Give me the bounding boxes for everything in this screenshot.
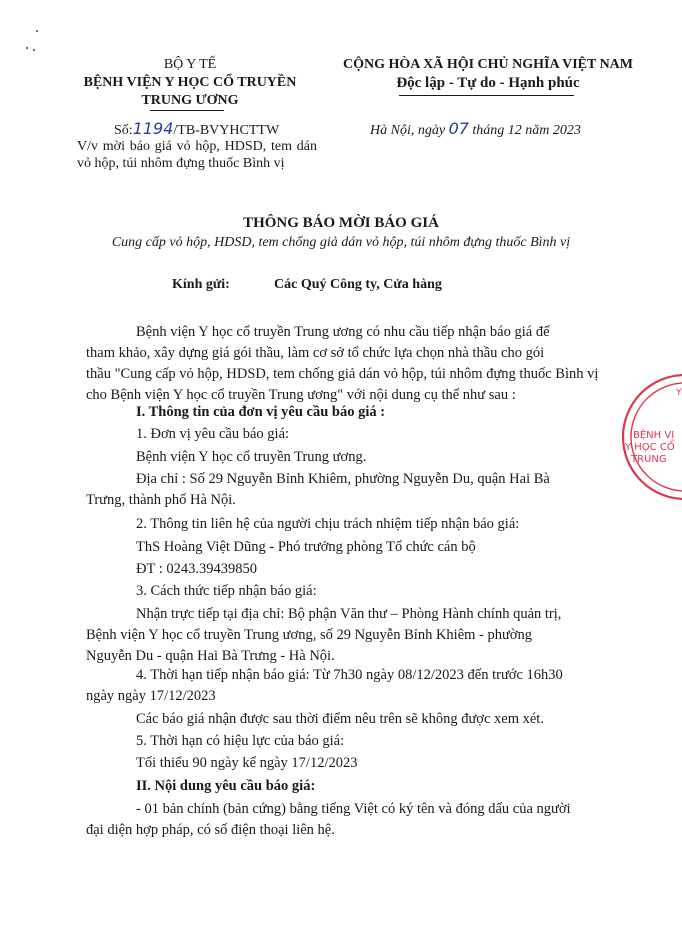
doc-number-handwritten: 1194 [132, 119, 174, 138]
stamp-text [625, 430, 675, 466]
item2-title: 2. Thông tin liên hệ của người chịu trách nhiệm tiếp nhận báo giá: [136, 516, 520, 532]
stamp-text-line: TRUNG [631, 454, 667, 465]
section2-content [86, 799, 606, 841]
date-suffix: tháng 12 năm 2023 [472, 123, 581, 138]
recipient-label: Kính gửi: [172, 277, 230, 292]
intro-line: thầu "Cung cấp vỏ hộp, HDSD, tem chống giả dán vỏ hộp, túi nhôm đựng thuốc Bình vị [86, 366, 599, 382]
stamp-text-top: Y [676, 388, 682, 398]
subject-line2: vỏ hộp, túi nhôm đựng thuốc Bình vị [77, 156, 285, 171]
national-title: CỘNG HÒA XÃ HỘI CHỦ NGHĨA VIỆT NAM [342, 57, 633, 72]
intro-line: cho Bệnh viện Y học cổ truyền Trung ương" với nội dung cụ thể như sau : [86, 387, 516, 403]
item4-deadline [86, 665, 606, 707]
stamp-text-line: Y HỌC CỔ [625, 442, 675, 453]
scan-speck [36, 30, 38, 32]
section2-line: đại diện hợp pháp, có số điện thoại liên hệ. [86, 822, 335, 838]
document-number [114, 119, 279, 139]
doc-number-prefix: Số: [114, 123, 133, 138]
address-line: Địa chỉ : Số 29 Nguyễn Bỉnh Khiêm, phường Nguyễn Du, quận Hai Bà [136, 471, 550, 487]
motto-underline [399, 95, 574, 96]
deadline-line: ngày ngày 17/12/2023 [86, 688, 216, 704]
item1-name: Bệnh viện Y học cổ truyền Trung ương. [136, 449, 367, 465]
header-right [318, 56, 658, 92]
deadline-line: 4. Thời hạn tiếp nhận báo giá: Từ 7h30 ngày 08/12/2023 đến trước 16h30 [136, 667, 563, 683]
date-prefix: Hà Nội, ngày [370, 123, 446, 138]
official-stamp [620, 372, 682, 502]
receive-address-line: Nguyễn Du - quận Hai Bà Trưng - Hà Nội. [86, 648, 335, 664]
item2-person: ThS Hoàng Việt Dũng - Phó trưởng phòng Tổ chức cán bộ [136, 539, 476, 555]
header-left [78, 56, 302, 110]
item2-phone: ĐT : 0243.39439850 [136, 561, 257, 577]
national-motto: Độc lập - Tự do - Hạnh phúc [396, 75, 580, 91]
issue-date [370, 119, 581, 139]
intro-line: tham khảo, xây dựng giá gói thầu, làm cơ sở tổ chức lựa chọn nhà thầu cho gói [86, 345, 545, 361]
receive-address-line: Bệnh viện Y học cổ truyền Trung ương, số 29 Nguyễn Bỉnh Khiêm - phường [86, 627, 533, 643]
hospital-name-line2: TRUNG ƯƠNG [141, 93, 239, 108]
recipient: Các Quý Công ty, Cửa hàng [274, 277, 442, 292]
section1-heading: I. Thông tin của đơn vị yêu cầu báo giá : [136, 404, 386, 420]
intro-line: Bệnh viện Y học cổ truyền Trung ương có nhu cầu tiếp nhận báo giá để [136, 324, 550, 340]
receive-address-line: Nhận trực tiếp tại địa chỉ: Bộ phận Văn thư – Phòng Hành chính quản trị, [136, 606, 562, 622]
scan-speck [26, 47, 28, 49]
item3-address [86, 604, 606, 667]
item4-note: Các báo giá nhận được sau thời điểm nêu trên sẽ không được xem xét. [136, 711, 544, 727]
date-day-handwritten: 07 [448, 119, 469, 138]
item1-title: 1. Đơn vị yêu cầu báo giá: [136, 426, 290, 442]
document-subtitle: Cung cấp vỏ hộp, HDSD, tem chống giả dán vỏ hộp, túi nhôm đựng thuốc Bình vị [111, 235, 571, 250]
doc-number-suffix: /TB-BVYHCTTW [173, 123, 280, 138]
stamp-text-line: BỆNH VI [633, 430, 675, 441]
address-line: Trưng, thành phố Hà Nội. [86, 492, 236, 508]
ministry-name: BỘ Y TẾ [163, 57, 217, 72]
document-title: THÔNG BÁO MỜI BÁO GIÁ [243, 215, 439, 231]
intro-paragraph [86, 322, 606, 406]
item1-address [86, 469, 606, 511]
header-left-underline [150, 110, 224, 111]
subject [77, 138, 317, 172]
subject-line1: V/v mời báo giá vỏ hộp, HDSD, tem dán [77, 139, 317, 154]
section2-line: - 01 bản chính (bản cứng) bằng tiếng Việt có ký tên và đóng dấu của người [136, 801, 571, 817]
item3-title: 3. Cách thức tiếp nhận báo giá: [136, 583, 317, 599]
item5-value: Tối thiểu 90 ngày kể ngày 17/12/2023 [136, 755, 358, 771]
section2-heading: II. Nội dung yêu cầu báo giá: [136, 778, 316, 794]
hospital-name-line1: BỆNH VIỆN Y HỌC CỔ TRUYỀN [83, 75, 297, 90]
scan-speck [33, 49, 35, 51]
item5-title: 5. Thời hạn có hiệu lực của báo giá: [136, 733, 345, 749]
